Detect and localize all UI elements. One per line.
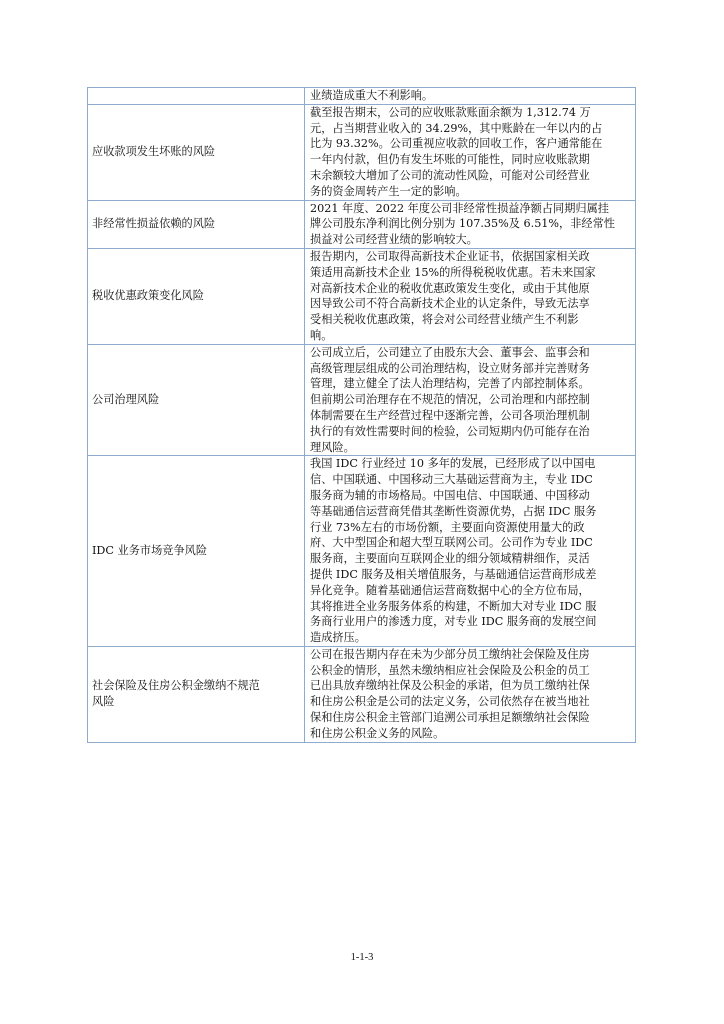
risk-name-cell	[88, 104, 305, 200]
risk-description-line: 已出具放弃缴纳社保及公积金的承诺，但为员工缴纳社保	[310, 679, 590, 693]
risk-description-line: 等基础通信运营商凭借其垄断性资源优势，占据 IDC 服务	[310, 504, 597, 518]
risk-name-cell	[88, 248, 305, 344]
risk-description-line: 比为 93.32%。公司重视应收款的回收工作，客户通常能在	[310, 137, 603, 151]
risk-description-line: 但前期公司治理存在不规范的情况，公司治理和内部控制	[310, 393, 590, 407]
risk-name-line: 税收优惠政策变化风险	[92, 289, 204, 303]
risk-description-line: 牌公司股东净利润比例分别为 107.35%及 6.51%，非经常性	[310, 217, 615, 231]
risk-description-line: 我国 IDC 行业经过 10 多年的发展，已经形成了以中国电	[310, 457, 596, 471]
risk-name-cell	[88, 200, 305, 248]
risk-description-cell	[305, 646, 636, 742]
risk-name-cell	[88, 646, 305, 742]
risk-name-line: 非经常性损益依赖的风险	[92, 217, 216, 231]
risk-name-line: IDC 业务市场竞争风险	[92, 544, 208, 558]
risk-description-line: 务商行业用户的渗透力度，对专业 IDC 服务商的发展空间	[310, 615, 597, 629]
risk-description-line: 公积金的情形，虽然未缴纳相应社会保险及公积金的员工	[310, 663, 590, 677]
risk-description-line: 异化竞争。随着基础通信运营商数据中心的全方位布局，	[310, 583, 590, 597]
risk-description-line: 末余额较大增加了公司的流动性风险，可能对公司经营业	[310, 168, 590, 182]
risk-row	[88, 456, 636, 647]
risk-description-line: 和住房公积金是公司的法定义务，公司依然存在被当地社	[310, 695, 590, 709]
risk-name-line: 风险	[92, 695, 115, 709]
risk-description-line: 体制需要在生产经营过程中逐渐完善，公司各项治理机制	[310, 408, 590, 422]
risk-description-line: 受相关税收优惠政策，将会对公司经营业绩产生不利影	[310, 313, 579, 327]
risk-description-line: 提供 IDC 服务及相关增值服务，与基础通信运营商形成差	[310, 567, 597, 581]
risk-description-line: 行业 73%左右的市场份额，主要面向资源使用量大的政	[310, 520, 585, 534]
risk-description-cell	[305, 456, 636, 647]
risk-description-line: 信、中国联通、中国移动三大基础运营商为主，专业 IDC	[310, 473, 593, 487]
risk-description-cell	[305, 344, 636, 456]
risk-description-line: 高级管理层组成的公司治理结构，设立财务部并完善财务	[310, 361, 590, 375]
risk-description-cell	[305, 88, 636, 105]
risk-description-cell	[305, 104, 636, 200]
risk-description-cell	[305, 200, 636, 248]
page-number: 1-1-3	[350, 952, 374, 963]
risk-description-line: 公司成立后，公司建立了由股东大会、董事会、监事会和	[310, 345, 590, 359]
risk-name-cell	[88, 88, 305, 105]
risk-name-line: 社会保险及住房公积金缴纳不规范	[92, 679, 260, 693]
risk-description-line: 服务商，主要面向互联网企业的细分领域精耕细作，灵活	[310, 552, 590, 566]
risk-row	[88, 104, 636, 200]
risk-name-cell	[88, 456, 305, 647]
risk-description-line: 服务商为辅的市场格局。中国电信、中国联通、中国移动	[310, 488, 590, 502]
risk-description-line: 理风险。	[310, 440, 355, 454]
risk-description-line: 元，占当期营业收入的 34.29%，其中账龄在一年以内的占	[310, 121, 603, 135]
risk-description-line: 截至报告期末，公司的应收账款账面余额为 1,312.74 万	[310, 105, 591, 119]
risk-description-line: 保和住房公积金主管部门追溯公司承担足额缴纳社会保险	[310, 711, 590, 725]
risk-description-line: 一年内付款，但仍有发生坏账的可能性，同时应收账款期	[310, 153, 590, 167]
risk-description-line: 2021 年度、2022 年度公司非经常性损益净额占同期归属挂	[310, 201, 609, 215]
risk-description-line: 执行的有效性需要时间的检验，公司短期内仍可能存在治	[310, 424, 590, 438]
risk-description-line: 造成挤压。	[310, 631, 366, 645]
risk-description-cell	[305, 248, 636, 344]
risk-name-line: 应收款项发生坏账的风险	[92, 145, 216, 159]
risk-description-line: 业绩造成重大不利影响。	[310, 89, 434, 102]
risk-description-line: 公司在报告期内存在未为少部分员工缴纳社会保险及住房	[310, 647, 590, 661]
risk-name-line: 公司治理风险	[92, 393, 160, 407]
risk-row	[88, 200, 636, 248]
risk-row	[88, 88, 636, 105]
risk-description-line: 其将推进全业务服务体系的构建，不断加大对专业 IDC 服	[310, 599, 597, 613]
risk-factors-table	[87, 87, 636, 743]
risk-row	[88, 646, 636, 742]
risk-table-body	[88, 88, 636, 743]
risk-name-cell	[88, 344, 305, 456]
risk-description-line: 和住房公积金义务的风险。	[310, 726, 445, 740]
risk-description-line: 损益对公司经营业绩的影响较大。	[310, 233, 478, 247]
risk-description-line: 管理，建立健全了法人治理结构，完善了内部控制体系。	[310, 377, 590, 391]
risk-description-line: 策适用高新技术企业 15%的所得税税收优惠。若未来国家	[310, 265, 596, 279]
risk-description-line: 报告期内，公司取得高新技术企业证书，依据国家相关政	[310, 249, 590, 263]
risk-row	[88, 248, 636, 344]
risk-description-line: 因导致公司不符合高新技术企业的认定条件，导致无法享	[310, 297, 590, 311]
risk-description-line: 府、大中型国企和超大型互联网公司。公司作为专业 IDC	[310, 536, 593, 550]
risk-description-line: 响。	[310, 328, 333, 342]
risk-description-line: 对高新技术企业的税收优惠政策发生变化，或由于其他原	[310, 281, 590, 295]
risk-row	[88, 344, 636, 456]
risk-description-line: 务的资金周转产生一定的影响。	[310, 184, 467, 198]
